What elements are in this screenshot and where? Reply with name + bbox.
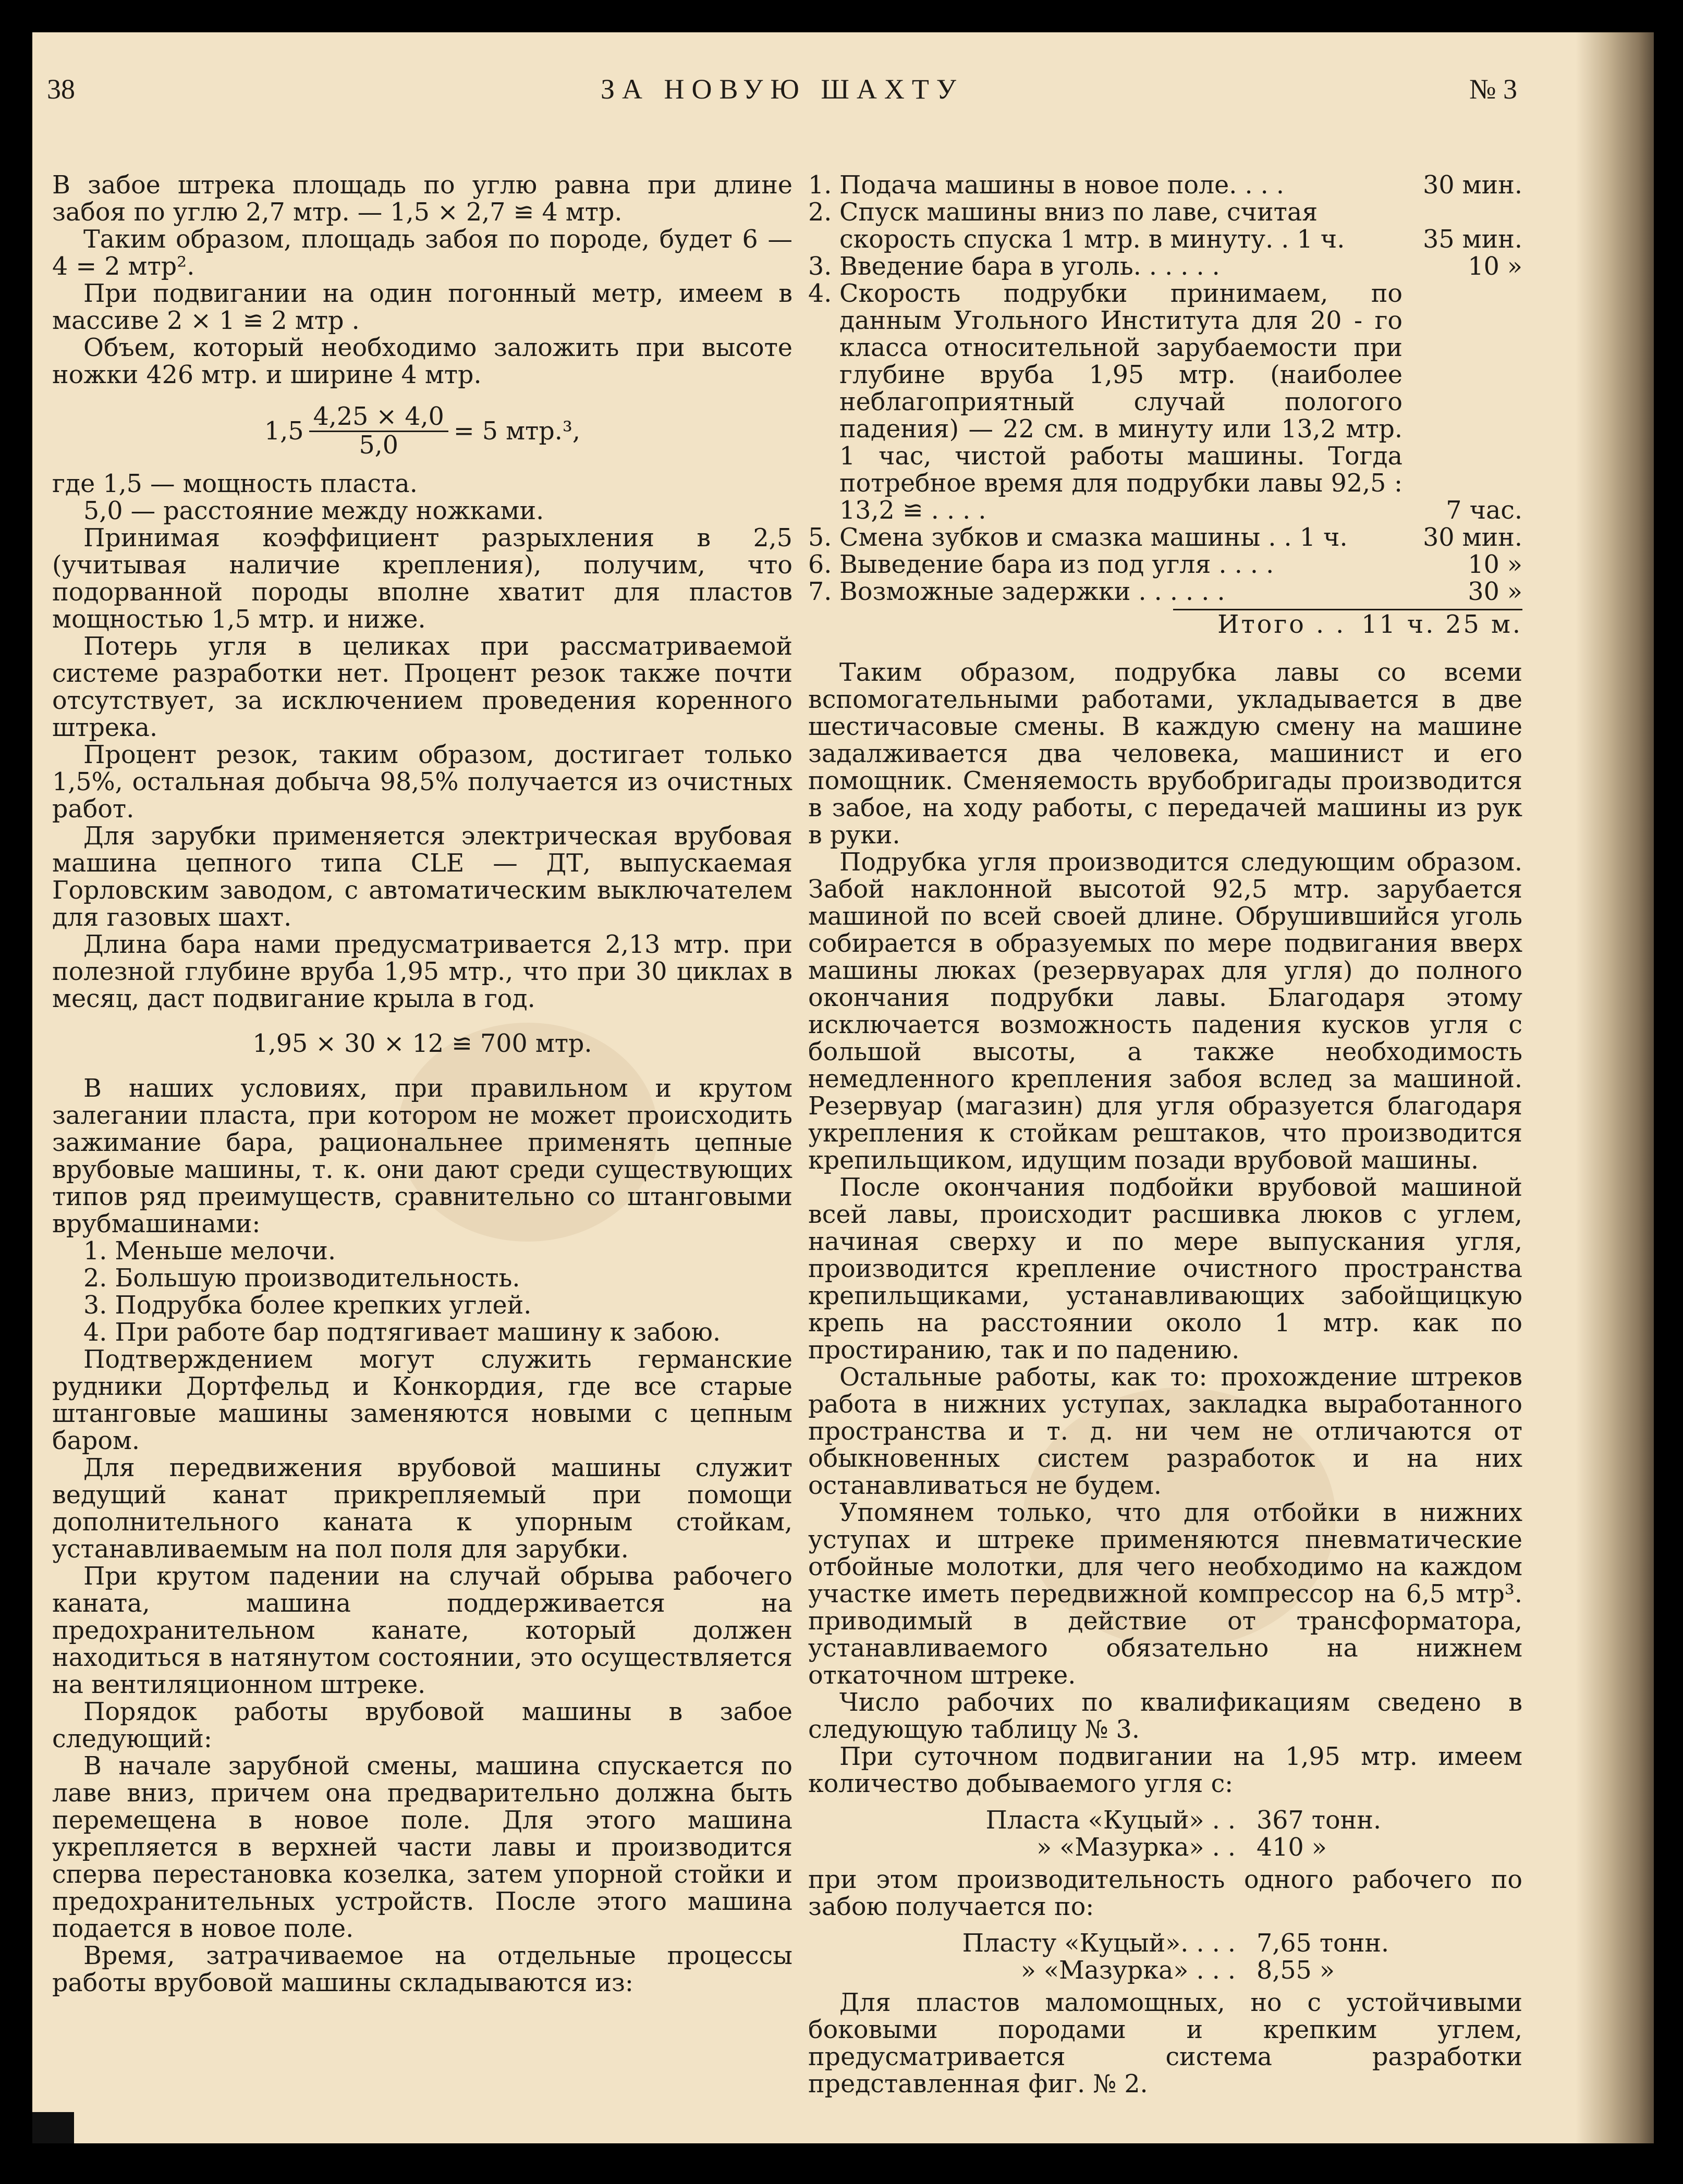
table-cell: Пласта «Куцый» . . [985, 1806, 1236, 1835]
item-text: Скорость подрубки принимаем, по данным Угольного Института для 20 - го класса относительной зарубаемости при глубине вруба 1,95 мтр. (наиболее неблагоприятный случай пологого падения) — 22 см. в минуту или 13,2 мтр. 1 час, чистой работы машины. Тогда потребное время для подрубки лавы 92,5 : 13,2 ≌ . . . . [839, 279, 1402, 525]
item-value: 10 » [1468, 550, 1522, 579]
list-item [808, 253, 1522, 280]
list-item-continued [808, 226, 1522, 253]
paragraph: Порядок работы врубовой машины в забое следующий: [52, 1698, 792, 1753]
journal-title: ЗА НОВУЮ ШАХТУ [600, 73, 964, 105]
paragraph: Длина бара нами предусматривается 2,13 мтр. при полезной глубине вруба 1,95 мтр., что при 30 циклах в месяц, даст подвигание крыла в год. [52, 930, 792, 1013]
table-cell: 8,55 » [1257, 1956, 1335, 1985]
paragraph: Для пластов маломощных, но с устойчивыми боковыми породами и крепким углем, предусматривается система разработки представленная фиг. № 2. [808, 1989, 1522, 2099]
item-text: скорость спуска 1 мтр. в минуту. . 1 ч. [839, 225, 1345, 254]
list-item [808, 551, 1522, 579]
corner-blot [32, 2112, 74, 2143]
table-cell: » «Мазурка» . . [1036, 1833, 1236, 1862]
paragraph: Принимая коэффициент разрыхления в 2,5 (учитывая наличие крепления), получим, что подорванной породы вполне хватит для пластов мощностью 1,5 мтр. и ниже. [52, 524, 792, 634]
table-row [808, 1807, 1522, 1834]
list-item [808, 172, 1522, 199]
paragraph: Время, затрачиваемое на отдельные процессы работы врубовой машины складываются из: [52, 1942, 792, 1997]
item-value: 10 » [1468, 252, 1522, 281]
total-value: 11 ч. 25 м. [1361, 610, 1522, 639]
item-number: 1. [808, 171, 832, 200]
item-value: 30 » [1468, 578, 1522, 606]
paragraph: В наших условиях, при правильном и крутом залегании пласта, при котором не может происходить зажимание бара, рациональнее применять цепные врубовые машины, т. к. они дают среди существующих типов ряд преимуществ, сравнительно со штанговыми врубмашинами: [52, 1074, 792, 1238]
formula-volume [52, 403, 792, 459]
paragraph: Остальные работы, как то: прохождение штреков работа в нижних уступах, закладка выработанного пространства и т. д. ни чем не отличаются от обыкновенных систем разработок и на них останавливаться не будем. [808, 1363, 1522, 1500]
list-item: 3. Подрубка более крепких углей. [83, 1291, 532, 1320]
total-row [1173, 609, 1522, 639]
paragraph: Объем, который необходимо заложить при высоте ножки 426 мтр. и ширине 4 мтр. [52, 334, 792, 389]
list-item [808, 199, 1522, 226]
running-header [47, 73, 1517, 125]
list-item: 2. Большую производительность. [83, 1264, 520, 1293]
page-edge-shadow [1576, 32, 1654, 2143]
item-value: 30 мин. [1423, 523, 1522, 552]
item-value: 30 мин. [1423, 171, 1522, 200]
paragraph: Число рабочих по квалификациям сведено в следующую таблицу № 3. [808, 1688, 1522, 1744]
coal-output-table [808, 1807, 1522, 1861]
paragraph: Таким образом, подрубка лавы со всеми вспомогательными работами, укладывается в две шестичасовые смены. В каждую смену на машине задалживается два человека, машинист и его помощник. Сменяемость врубобригады производится в забое, на ходу работы, с передачей машины из рук в руки. [808, 658, 1522, 850]
item-number: 5. [808, 523, 832, 552]
paragraph: При крутом падении на случай обрыва рабочего каната, машина поддерживается на предохранительном канате, который должен находиться в натянутом состоянии, это осуществляется на вентиляционном штреке. [52, 1562, 792, 1699]
formula-coefficient: 1,5 [264, 416, 304, 446]
table-cell: Пласту «Куцый». . . . [962, 1929, 1236, 1958]
paragraph: Подтверждением могут служить германские рудники Дортфельд и Конкордия, где все старые штанговые машины заменяются новыми с цепным баром. [52, 1345, 792, 1455]
item-text: Введение бара в уголь. . . . . . [839, 252, 1220, 281]
paragraph: Таким образом, площадь забоя по породе, будет 6 — 4 = 2 мтр². [52, 225, 792, 281]
page-number: 38 [47, 73, 75, 105]
left-column [52, 172, 792, 1997]
formula-denominator: 5,0 [359, 431, 398, 460]
productivity-table [808, 1930, 1522, 1984]
paragraph: где 1,5 — мощность пласта. [52, 470, 418, 498]
paragraph: Упомянем только, что для отбойки в нижних уступах и штреке применяются пневматические отбойные молотки, для чего необходимо на каждом участке иметь передвижной компрессор на 6,5 мтр³. приводимый в действие от трансформатора, устанавливаемого обязательно на нижнем откаточном штреке. [808, 1499, 1522, 1690]
item-value: 7 час. [1446, 496, 1522, 525]
paragraph: При подвигании на один погонный метр, имеем в массиве 2 × 1 ≌ 2 мтр . [52, 279, 792, 335]
item-number: 6. [808, 550, 832, 579]
list-item [808, 524, 1522, 551]
formula-fraction [309, 403, 448, 459]
table-row [808, 1957, 1522, 1984]
paragraph: при этом производительность одного рабочего по забою получается по: [808, 1866, 1522, 1921]
table-row [808, 1930, 1522, 1957]
paragraph: Процент резок, таким образом, достигает только 1,5%, остальная добыча 98,5% получается из очистных работ. [52, 741, 792, 824]
list-item: 4. При работе бар подтягивает машину к забою. [83, 1318, 721, 1347]
paragraph: В забое штрека площадь по углю равна при длине забоя по углю 2,7 мтр. — 1,5 × 2,7 ≌ 4 мтр. [52, 171, 792, 227]
item-text: Смена зубков и смазка машины . . 1 ч. [839, 523, 1348, 552]
formula-numerator: 4,25 × 4,0 [309, 403, 448, 432]
right-column [808, 172, 1522, 2098]
table-cell: 367 тонн. [1257, 1806, 1382, 1835]
item-text: Подача машины в новое поле. . . . [839, 171, 1284, 200]
paragraph: Для зарубки применяется электрическая врубовая машина цепного типа CLE — ДТ, выпускаемая Горловским заводом, с автоматическим выключателем для газовых шахт. [52, 822, 792, 932]
formula-result: = 5 мтр.³, [453, 416, 580, 446]
list-item [808, 579, 1522, 606]
advantages-list [52, 1238, 792, 1346]
item-number: 2. [808, 198, 832, 227]
list-item [808, 280, 1522, 524]
paragraph: В начале зарубной смены, машина спускается по лаве вниз, причем она предварительно должна быть перемещена в новое поле. Для этого машина укрепляется в верхней части лавы и производится сперва перестановка козелка, затем упорной стойки и предохранительных устройств. После этого машина подается в новое поле. [52, 1752, 792, 1943]
paragraph: После окончания подбойки врубовой машиной всей лавы, происходит расшивка люков с углем, начиная сверху и по мере выпускания угля, производится крепление очистного пространства крепильщиками, устанавливающих забойщицкую крепь на расстоянии около 1 мтр. как по простиранию, так и по падению. [808, 1173, 1522, 1365]
item-text: Спуск машины вниз по лаве, считая [839, 198, 1318, 227]
item-value: 35 мин. [1423, 225, 1522, 254]
list-item: 1. Меньше мелочи. [83, 1237, 336, 1266]
item-text: Возможные задержки . . . . . . [839, 578, 1225, 606]
paragraph: При суточном подвигании на 1,95 мтр. имеем количество добываемого угля с: [808, 1743, 1522, 1798]
total-label: Итого . . [1217, 610, 1346, 639]
issue-number: № 3 [1469, 73, 1517, 105]
item-number: 7. [808, 578, 832, 606]
paragraph: Для передвижения врубовой машины служит ведущий канат прикрепляемый при помощи дополнительного каната к упорным стойкам, устанавливаемым на пол поля для зарубки. [52, 1454, 792, 1564]
table-cell: 410 » [1257, 1833, 1327, 1862]
time-breakdown-list [808, 172, 1522, 639]
item-number: 3. [808, 252, 832, 281]
table-cell: 7,65 тонн. [1257, 1929, 1389, 1958]
formula-advance: 1,95 × 30 × 12 ≌ 700 мтр. [252, 1029, 592, 1058]
paragraph: 5,0 — расстояние между ножками. [83, 497, 544, 525]
item-number: 4. [808, 279, 832, 308]
table-row [808, 1834, 1522, 1861]
paragraph: Потерь угля в целиках при рассматриваемой системе разработки нет. Процент резок также почти отсутствует, за исключением проведения коренного штрека. [52, 632, 792, 742]
paragraph: Подрубка угля производится следующим образом. Забой наклонной высотой 92,5 мтр. зарубается машиной по всей своей длине. Обрушившийся уголь собирается в образуемых по мере подвигания вверх машины люках (резервуарах для угля) до полного окончания подрубки лавы. Благодаря этому исключается возможность падения кусков угля с большой высоты, а также необходимость немедленного крепления забоя вслед за машиной. Резервуар (магазин) для угля образуется благодаря укрепления к стойкам рештаков, что производится крепильщиком, идущим позади врубовой машины. [808, 848, 1522, 1175]
item-text: Выведение бара из под угля . . . . [839, 550, 1274, 579]
table-cell: » «Мазурка» . . . [1020, 1956, 1236, 1985]
